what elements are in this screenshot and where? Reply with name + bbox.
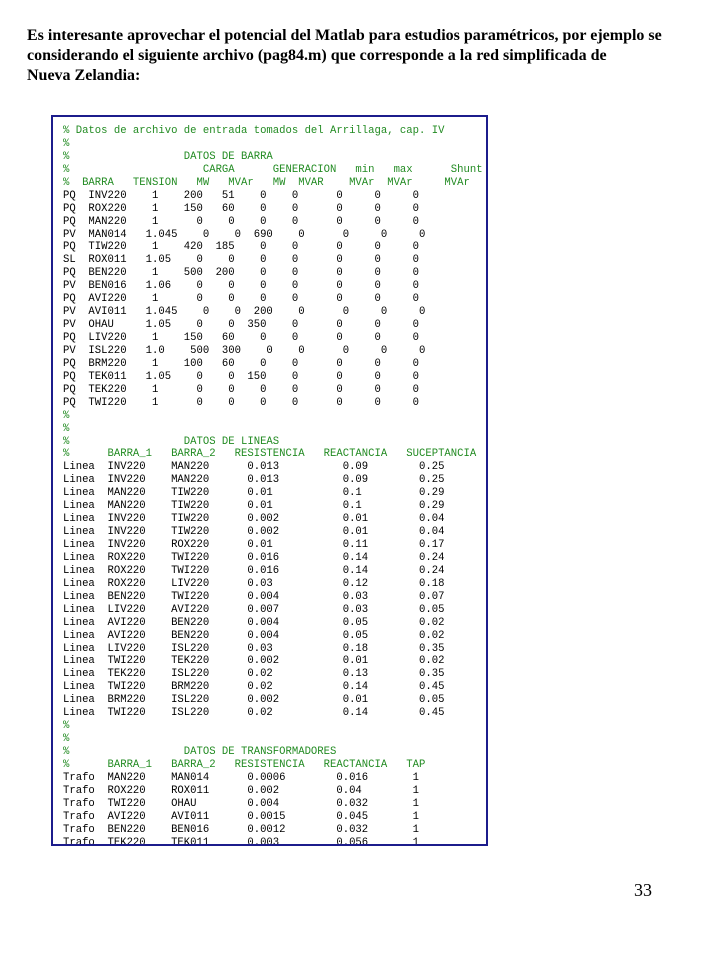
code-comment-line: % xyxy=(63,137,70,150)
code-data-line: PQ TIW220 1 420 185 0 0 0 0 0 xyxy=(63,241,420,254)
code-comment-line: % DATOS DE BARRA xyxy=(63,150,273,163)
code-comment-line: % BARRA TENSION MW MVAr MW MVAR MVAr MVAr MVAr xyxy=(63,176,470,189)
code-data-line: PQ TEK220 1 0 0 0 0 0 0 0 xyxy=(63,383,420,396)
code-data-line: Trafo BEN220 BEN016 0.0012 0.032 1 xyxy=(63,823,420,836)
code-data-line: Linea INV220 ROX220 0.01 0.11 0.17 xyxy=(63,539,445,551)
code-comment-line: % BARRA_1 BARRA_2 RESISTENCIA REACTANCIA TAP xyxy=(63,758,426,771)
code-data-line: PQ TEK011 1.05 0 0 150 0 0 0 0 xyxy=(63,370,420,383)
code-data-line: Linea AVI220 BEN220 0.004 0.05 0.02 xyxy=(63,629,445,642)
intro-paragraph xyxy=(27,26,677,86)
code-data-line: PQ MAN220 1 0 0 0 0 0 0 0 xyxy=(63,215,420,228)
code-data-line: Linea TEK220 ISL220 0.02 0.13 0.35 xyxy=(63,668,445,681)
code-listing-box xyxy=(51,115,488,846)
code-data-line: Linea ROX220 TWI220 0.016 0.14 0.24 xyxy=(63,564,445,577)
code-comment-line: % BARRA_1 BARRA_2 RESISTENCIA REACTANCIA SUCEPTANCIA xyxy=(63,448,477,461)
code-data-line: Linea ROX220 LIV220 0.03 0.12 0.18 xyxy=(63,577,445,590)
intro-line: Nueva Zelandia: xyxy=(27,67,141,84)
code-data-line: Linea MAN220 TIW220 0.01 0.1 0.29 xyxy=(63,487,445,500)
code-data-line: Linea TWI220 TEK220 0.002 0.01 0.02 xyxy=(63,655,445,668)
code-data-line: PQ INV220 1 200 51 0 0 0 0 0 xyxy=(63,189,420,202)
code-data-line: PQ BEN220 1 500 200 0 0 0 0 0 xyxy=(63,267,420,280)
code-comment-line: % DATOS DE TRANSFORMADORES xyxy=(63,746,337,758)
code-comment-line: % xyxy=(63,733,70,746)
code-data-line: PQ LIV220 1 150 60 0 0 0 0 0 xyxy=(63,332,420,344)
code-data-line: Linea INV220 TIW220 0.002 0.01 0.04 xyxy=(63,526,445,539)
code-data-line: Trafo TWI220 OHAU 0.004 0.032 1 xyxy=(63,797,420,810)
code-data-line: Linea LIV220 ISL220 0.03 0.18 0.35 xyxy=(63,642,445,655)
code-data-line: Linea TWI220 ISL220 0.02 0.14 0.45 xyxy=(63,707,445,720)
code-comment-line: % xyxy=(63,720,70,733)
code-data-line: Linea INV220 MAN220 0.013 0.09 0.25 xyxy=(63,461,445,474)
code-data-line: Trafo AVI220 AVI011 0.0015 0.045 1 xyxy=(63,810,420,823)
code-data-line: Linea ROX220 TWI220 0.016 0.14 0.24 xyxy=(63,551,445,564)
code-data-line: PQ AVI220 1 0 0 0 0 0 0 0 xyxy=(63,293,420,306)
code-data-line: PV AVI011 1.045 0 0 200 0 0 0 0 xyxy=(63,306,426,319)
code-data-line: Linea MAN220 TIW220 0.01 0.1 0.29 xyxy=(63,500,445,513)
code-data-line: Trafo ROX220 ROX011 0.002 0.04 1 xyxy=(63,784,420,797)
code-data-line: PV ISL220 1.0 500 300 0 0 0 0 0 xyxy=(63,344,426,357)
code-data-line: Linea INV220 MAN220 0.013 0.09 0.25 xyxy=(63,474,445,487)
code-data-line: PV OHAU 1.05 0 0 350 0 0 0 0 xyxy=(63,319,420,332)
code-data-line: Linea INV220 TIW220 0.002 0.01 0.04 xyxy=(63,513,445,526)
code-data-line: Trafo TEK220 TEK011 0.003 0.056 1 xyxy=(63,836,420,846)
code-data-line: Trafo MAN220 MAN014 0.0006 0.016 1 xyxy=(63,771,420,784)
code-comment-line: % xyxy=(63,422,70,435)
intro-line: Es interesante aprovechar el potencial del Matlab para estudios paramétricos, por ejemplo se xyxy=(27,27,662,44)
code-data-line: Linea LIV220 AVI220 0.007 0.03 0.05 xyxy=(63,603,445,616)
code-comment-line: % CARGA GENERACION min max Shunt xyxy=(63,163,483,176)
code-comment-line: % xyxy=(63,409,70,422)
code-data-line: Linea TWI220 BRM220 0.02 0.14 0.45 xyxy=(63,681,445,694)
code-data-line: SL ROX011 1.05 0 0 0 0 0 0 0 xyxy=(63,254,420,267)
code-data-line: Linea AVI220 BEN220 0.004 0.05 0.02 xyxy=(63,616,445,629)
code-data-line: PQ TWI220 1 0 0 0 0 0 0 0 xyxy=(63,396,420,409)
intro-line: considerando el siguiente archivo (pag84.m) que corresponde a la red simplificada de xyxy=(27,47,607,64)
code-data-line: Linea BEN220 TWI220 0.004 0.03 0.07 xyxy=(63,590,445,603)
code-data-line: Linea BRM220 ISL220 0.002 0.01 0.05 xyxy=(63,694,445,707)
code-data-line: PQ ROX220 1 150 60 0 0 0 0 0 xyxy=(63,202,420,215)
code-listing xyxy=(63,125,483,846)
page-number: 33 xyxy=(634,880,652,900)
code-comment-line: % Datos de archivo de entrada tomados del Arrillaga, cap. IV xyxy=(63,125,445,137)
code-comment-line: % DATOS DE LINEAS xyxy=(63,435,280,448)
code-data-line: PV BEN016 1.06 0 0 0 0 0 0 0 xyxy=(63,280,420,293)
code-data-line: PQ BRM220 1 100 60 0 0 0 0 0 xyxy=(63,357,420,370)
code-data-line: PV MAN014 1.045 0 0 690 0 0 0 0 xyxy=(63,228,426,241)
